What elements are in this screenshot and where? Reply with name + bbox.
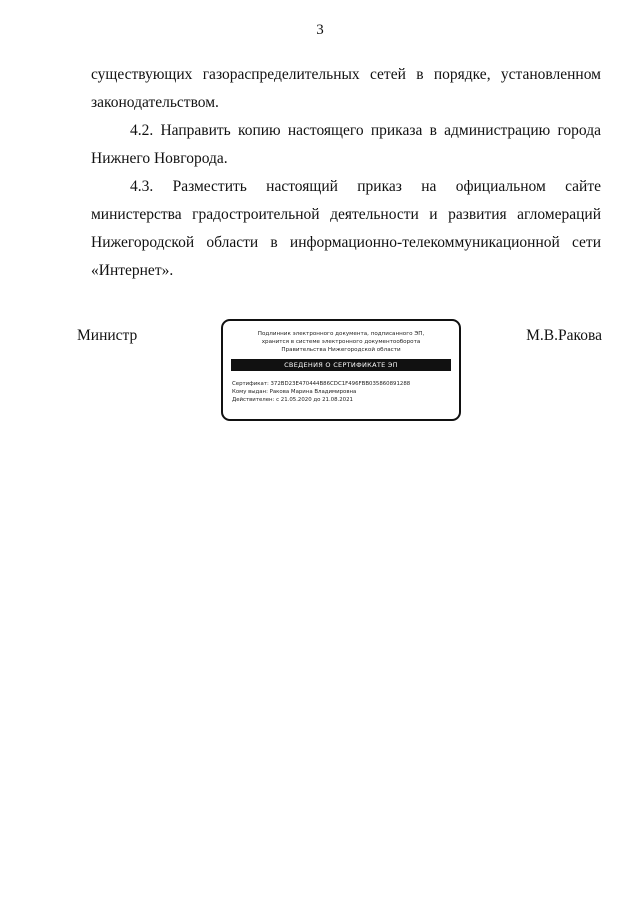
certificate-label: Сертификат: <box>232 381 269 387</box>
paragraph-4-2: 4.2. Направить копию настоящего приказа в администрацию города Нижнего Новгорода. <box>91 122 601 167</box>
issued-to-value: Ракова Марина Владимировна <box>269 389 357 395</box>
paragraph-4-3: 4.3. Разместить настоящий приказ на официальном сайте министерства градостроительной деятельности и развития агломераций Нижегородской области в информационно-телекоммуникационной сети «Интернет». <box>91 178 601 279</box>
stamp-certificate-info <box>232 380 459 404</box>
stamp-header-line: Правительства Нижегородской области <box>281 347 401 353</box>
certificate-value: 372BD23E470444B86CDC1F496FBB035860891288 <box>270 381 411 387</box>
validity-row <box>232 396 459 404</box>
signatory-name: М.В.Ракова <box>526 327 602 344</box>
stamp-header-line: Подлинник электронного документа, подписанного ЭП, <box>257 331 425 337</box>
electronic-signature-stamp <box>221 319 461 421</box>
stamp-header-line: хранится в системе электронного документооборота <box>261 339 421 345</box>
stamp-banner: СВЕДЕНИЯ О СЕРТИФИКАТЕ ЭП <box>231 359 451 371</box>
signatory-title: Министр <box>77 327 138 344</box>
page-number: 3 <box>316 22 324 38</box>
paragraph-continuation: существующих газораспределительных сетей в порядке, установленном законодательством. <box>91 66 601 111</box>
stamp-header <box>223 330 459 354</box>
validity-label: Действителен: <box>232 397 275 403</box>
certificate-row <box>232 380 459 388</box>
issued-to-label: Кому выдан: <box>232 389 268 395</box>
validity-value: с 21.05.2020 до 21.08.2021 <box>276 397 353 403</box>
issued-to-row <box>232 388 459 396</box>
